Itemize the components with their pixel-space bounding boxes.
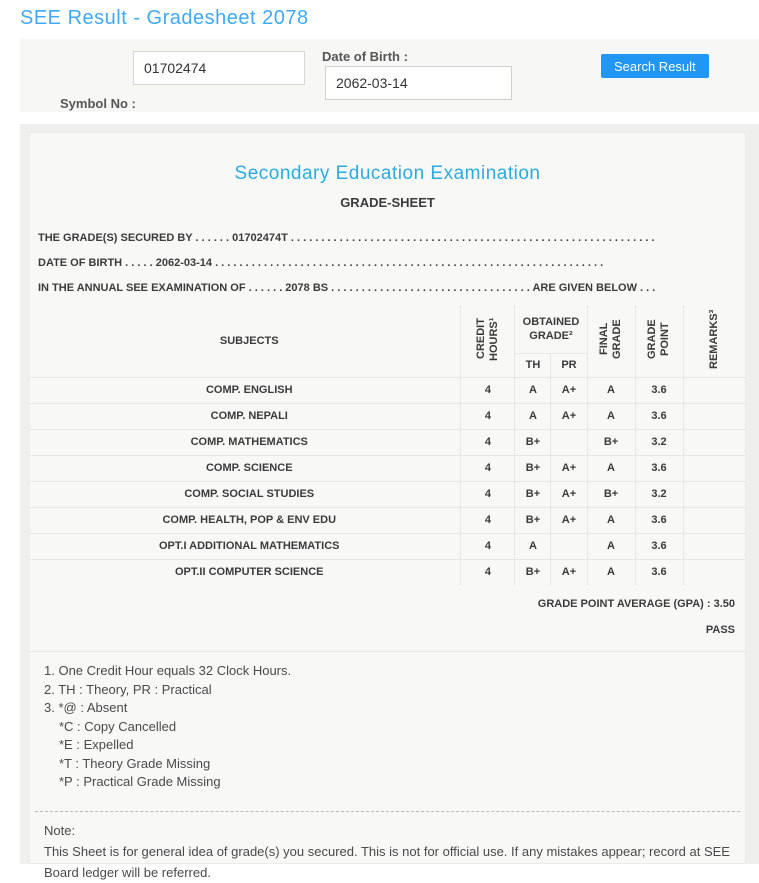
credit-cell: 4 <box>461 481 515 507</box>
search-result-button[interactable]: Search Result <box>601 54 709 78</box>
remarks-cell <box>683 533 745 559</box>
credit-cell: 4 <box>461 559 515 585</box>
subject-cell: COMP. MATHEMATICS <box>30 429 461 455</box>
final-grade-cell: A <box>587 403 635 429</box>
gradesheet-subtitle: GRADE-SHEET <box>340 195 435 210</box>
th-grade-cell: B+ <box>515 559 551 585</box>
note-text: This Sheet is for general idea of grade(s) you secured. This is not for official use. If any mistakes appear; record at SEE Board ledger will be referred. <box>44 843 730 880</box>
credit-cell: 4 <box>461 533 515 559</box>
pr-grade-cell <box>551 533 587 559</box>
footnote-expelled: *E : Expelled <box>59 737 134 752</box>
grades-table <box>30 305 745 585</box>
table-row <box>30 559 745 585</box>
th-grade-cell: A <box>515 533 551 559</box>
th-grade-cell: B+ <box>515 429 551 455</box>
final-grade-cell: A <box>587 455 635 481</box>
grade-point-cell: 3.6 <box>635 533 683 559</box>
examination-of-line: IN THE ANNUAL SEE EXAMINATION OF . . . . . . 2078 BS . . . . . . . . . . . . . . . . . . . . . . . . . . . . . . . . . ARE GIVEN BELOW . . . <box>38 282 656 294</box>
subject-cell: COMP. SCIENCE <box>30 455 461 481</box>
grade-point-cell: 3.2 <box>635 481 683 507</box>
header-remarks <box>683 305 745 377</box>
footnote-theory-missing: *T : Theory Grade Missing <box>59 755 211 771</box>
remarks-cell <box>683 377 745 403</box>
table-row <box>30 429 745 455</box>
table-row <box>30 533 745 559</box>
credit-cell: 4 <box>461 403 515 429</box>
header-th: TH <box>515 353 551 377</box>
final-grade-cell: A <box>587 533 635 559</box>
header-subjects: SUBJECTS <box>30 305 461 377</box>
header-credit-hours-label: CREDIT HOURS¹ <box>474 317 500 361</box>
pr-grade-cell: A+ <box>551 481 587 507</box>
grade-point-cell: 3.6 <box>635 559 683 585</box>
symbol-no-label: Symbol No : <box>60 96 136 111</box>
credit-cell: 4 <box>461 429 515 455</box>
remarks-cell <box>683 481 745 507</box>
header-pr: PR <box>551 353 587 377</box>
pr-grade-cell: A+ <box>551 377 587 403</box>
subject-cell: COMP. ENGLISH <box>30 377 461 403</box>
date-of-birth-line: DATE OF BIRTH . . . . . 2062-03-14 . . . . . . . . . . . . . . . . . . . . . . . . . . . . . . . . . . . . . . . . . . . . . . . . . . . . . . . . . . . . . . . . <box>38 257 604 269</box>
header-obtained-grade: OBTAINED GRADE² <box>515 305 587 353</box>
remarks-cell <box>683 559 745 585</box>
note-label: Note: <box>44 822 76 838</box>
pr-grade-cell: A+ <box>551 403 587 429</box>
table-row <box>30 455 745 481</box>
grade-point-cell: 3.6 <box>635 455 683 481</box>
remarks-cell <box>683 455 745 481</box>
grade-point-cell: 3.6 <box>635 507 683 533</box>
credit-cell: 4 <box>461 455 515 481</box>
symbol-no-input[interactable] <box>133 51 305 85</box>
date-of-birth-input[interactable] <box>325 66 512 100</box>
pr-grade-cell: A+ <box>551 455 587 481</box>
gradesheet-card <box>29 132 746 880</box>
table-row <box>30 507 745 533</box>
header-grade-point <box>635 305 683 377</box>
final-grade-cell: A <box>587 377 635 403</box>
footnotes <box>44 662 745 792</box>
th-grade-cell: B+ <box>515 455 551 481</box>
th-grade-cell: B+ <box>515 481 551 507</box>
header-final-grade <box>587 305 635 377</box>
footnote-practical-missing: *P : Practical Grade Missing <box>59 774 221 789</box>
exam-title: Secondary Education Examination <box>234 163 541 184</box>
subject-cell: OPT.II COMPUTER SCIENCE <box>30 559 461 585</box>
page-title: SEE Result - Gradesheet 2078 <box>20 7 309 29</box>
result-summary <box>30 585 745 652</box>
table-row <box>30 403 745 429</box>
footnote-absent: 3. *@ : Absent <box>44 700 128 715</box>
table-row <box>30 377 745 403</box>
th-grade-cell: A <box>515 377 551 403</box>
th-grade-cell: A <box>515 403 551 429</box>
header-remarks-label: REMARKS³ <box>707 309 720 369</box>
subject-cell: OPT.I ADDITIONAL MATHEMATICS <box>30 533 461 559</box>
credit-cell: 4 <box>461 377 515 403</box>
secured-by-line: THE GRADE(S) SECURED BY . . . . . . 01702474T . . . . . . . . . . . . . . . . . . . . . . . . . . . . . . . . . . . . . . . . . . . . . . . . . . . . . . . . . . . . <box>38 232 655 244</box>
note-block <box>44 820 731 883</box>
gradesheet-panel <box>20 124 759 880</box>
header-credit-hours <box>461 305 515 377</box>
student-info-lines <box>38 226 737 301</box>
final-grade-cell: A <box>587 507 635 533</box>
subject-cell: COMP. NEPALI <box>30 403 461 429</box>
credit-cell: 4 <box>461 507 515 533</box>
final-grade-cell: B+ <box>587 429 635 455</box>
remarks-cell <box>683 429 745 455</box>
footnote-th-pr: 2. TH : Theory, PR : Practical <box>44 681 212 697</box>
header-grade-point-label: GRADE POINT <box>646 319 671 360</box>
search-form-bar <box>20 39 759 112</box>
result-status: PASS <box>705 624 735 636</box>
pr-grade-cell: A+ <box>551 559 587 585</box>
footnote-credit-hours: 1. One Credit Hour equals 32 Clock Hours. <box>44 663 292 678</box>
remarks-cell <box>683 507 745 533</box>
grade-point-cell: 3.6 <box>635 377 683 403</box>
th-grade-cell: B+ <box>515 507 551 533</box>
header-final-grade-label: FINAL GRADE <box>598 319 623 360</box>
final-grade-cell: B+ <box>587 481 635 507</box>
gpa-value-line: GRADE POINT AVERAGE (GPA) : 3.50 <box>537 598 735 610</box>
pr-grade-cell <box>551 429 587 455</box>
grade-point-cell: 3.2 <box>635 429 683 455</box>
table-row <box>30 481 745 507</box>
remarks-cell <box>683 403 745 429</box>
subject-cell: COMP. HEALTH, POP & ENV EDU <box>30 507 461 533</box>
date-of-birth-label: Date of Birth : <box>322 49 408 64</box>
pr-grade-cell: A+ <box>551 507 587 533</box>
dashed-divider <box>35 811 740 812</box>
grade-point-cell: 3.6 <box>635 403 683 429</box>
final-grade-cell: A <box>587 559 635 585</box>
footnote-copy-cancelled: *C : Copy Cancelled <box>59 718 177 734</box>
subject-cell: COMP. SOCIAL STUDIES <box>30 481 461 507</box>
